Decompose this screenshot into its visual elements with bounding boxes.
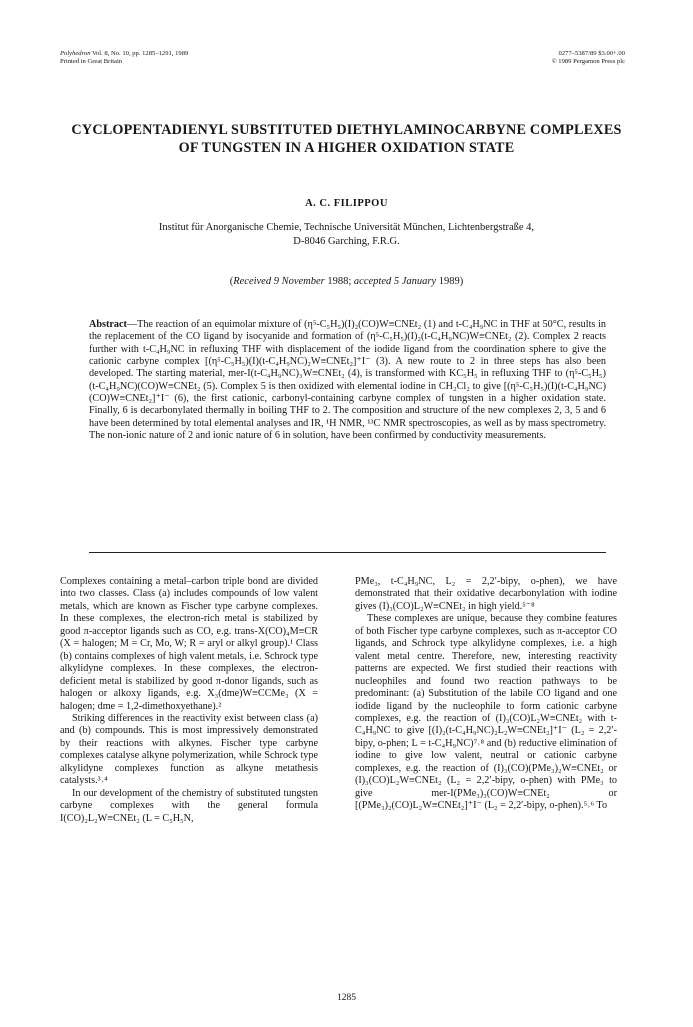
affiliation — [60, 221, 633, 249]
abstract — [89, 319, 606, 442]
paragraph: These complexes are unique, because they combine features of both Fischer type carbyne complexes, such as π-acceptor CO ligands, and Schrock type alkylidyne complexes, i.e. a high valent metal centre. Therefore, new, interesting reactivity patterns are expected. We first studied their reactions with nucleophiles and found two reaction pathways to be predominant: (a) Substitution of the labile CO ligand and one iodide ligand by the nucleophile to form cationic carbyne complexes, e.g. the reaction of (I)₃(CO)L₂W≡CNEt₂ with t-C₄H₉NC to give [(I)₂(t-C₄H₉NC)₂L₂W≡CNEt₂]⁺I⁻ (L₂ = 2,2′-bipy, o-phen; L = t-C₄H₉NC)⁷˒⁸ and (b) reductive elimination of iodine to give low valent, neutral or cationic carbyne complexes, e.g. the reaction of (I)₃(CO)(PMe₃)₂W≡CNEt₂ or (I)₃(CO)L₂W≡CNEt₂ (L₂ = 2,2′-bipy, o-phen) with PMe₃ to give mer-I(PMe₃)₃(CO)W≡CNEt₂ or [(PMe₃)₂(CO)L₂W≡CNEt₂]⁺I⁻ (L₂ = 2,2′-bipy, o-phen).⁵˒⁶ To — [355, 613, 617, 812]
journal-citation: Vol. 8, No. 10, pp. 1285–1291, 1989 — [92, 50, 189, 57]
journal-name: Polyhedron — [60, 50, 91, 57]
received-year: 1988 — [327, 276, 349, 287]
copyright: © 1989 Pergamon Press plc — [551, 58, 625, 65]
abstract-text: —The reaction of an equimolar mixture of (η⁵-C₅H₅)(I)₂(CO)W≡CNEt₂ (1) and t-C₄H₉NC in THF at 50°C, results in the replacement of the CO ligand by isocyanide and formation of (η⁵-C₅H₅)(I)₂(t-C₄H₉NC)W≡CNEt₂ (2). Complex 2 reacts further with t-C₄H₉NC in refluxing THF with displacement of the iodide ligand from the coordination sphere to give the cationic carbyne complex [(η⁵-C₅H₅)(I)(t-C₄H₉NC)₂W≡CNEt₂]⁺I⁻ (3). A new route to 2 in three steps has also been developed. The starting material, mer-I(t-C₄H₉NC)₃W≡CNEt₂ (4), is transformed with KC₅H₅ in refluxing THF to (η⁵-C₅H₅)(t-C₄H₉NC)(CO)W≡CNEt₂ (5). Complex 5 is then oxidized with elemental iodine in CH₂Cl₂ to give [(η⁵-C₅H₅)(I)(t-C₄H₉NC)(CO)W≡CNEt₂]⁺I⁻ (6), the first cationic, carbonyl-containing carbyne complex of tungsten in a higher oxidation state. Finally, 6 is decarbonylated thermally in boiling THF to 2. The composition and structure of the new complexes 2, 3, 5 and 6 have been determined by total elemental analyses and IR, ¹H NMR, ¹³C NMR spectroscopies, as well as by mass spectrometry. The non-ionic nature of 2 and ionic nature of 6 in solution, have been confirmed by conductivity measurements. — [89, 319, 606, 442]
paragraph: In our development of the chemistry of substituted tungsten carbyne complexes with the general formula I(CO)₂L₂W≡CNEt₂ (L = C₅H₅N, — [60, 787, 318, 824]
paragraph: PMe₃, t-C₄H₉NC, L₂ = 2,2′-bipy, o-phen), we have demonstrated that their oxidative decarbonylation with iodine gives (I)₃(CO)L₂W≡CNEt₂ in high yield.⁵⁻⁸ — [355, 576, 617, 612]
paragraph: Striking differences in the reactivity exist between class (a) and (b) compounds. This is most impressively demonstrated by their reactions with alkynes. Fischer type carbyne complexes catalyse alkyne polymerization, while Schrock type alkylidyne complexes function as alkyne metathesis catalysts.³˒⁴ — [60, 712, 318, 787]
abstract-divider — [89, 552, 606, 553]
author: A. C. FILIPPOU — [305, 198, 388, 209]
page-number: 1285 — [337, 993, 356, 1003]
issn-price: 0277–5387/89 $3.00+.00 — [558, 50, 625, 57]
publisher-header — [552, 50, 625, 66]
article-title: CYCLOPENTADIENYL SUBSTITUTED DIETHYLAMINOCARBYNE COMPLEXES OF TUNGSTEN IN A HIGHER OXIDATION STATE — [71, 122, 622, 156]
affiliation-line-2: D-8046 Garching, F.R.G. — [293, 236, 400, 247]
accepted-date: 5 January — [393, 276, 437, 287]
abstract-label: Abstract — [89, 319, 127, 330]
received-label: Received — [233, 276, 272, 287]
accepted-year: 1989 — [438, 276, 460, 287]
affiliation-line-1: Institut für Anorganische Chemie, Technische Universität München, Lichtenbergstraße 4, — [158, 222, 535, 233]
body-column-left — [60, 576, 318, 825]
journal-header — [60, 50, 188, 66]
printed-in: Printed in Great Britain — [60, 58, 123, 65]
body-column-right — [355, 576, 617, 813]
paragraph: Complexes containing a metal–carbon triple bond are divided into two classes. Class (a) includes compounds of low valent metals, which are known as Fischer type carbyne complexes. In these complexes, the electron-rich metal is stabilized by good π-acceptor ligands such as CO, e.g. trans-X(CO)₄M≡CR (X = halogen; M = Cr, Mo, W; R = aryl or alkyl group).¹ Class (b) contains complexes of high valent metals, i.e. Schrock type alkylidyne complexes. In these complexes, the electron-deficient metal is stabilized by good π-donor ligands, such as halogen or alkoxy ligands, e.g. X₃(dme)W≡CCMe₃ (X = halogen; dme = 1,2-dimethoxyethane).² — [60, 576, 318, 712]
received-dates: (Received 9 November 1988; accepted 5 January 1989) — [229, 276, 464, 287]
accepted-label: accepted — [353, 276, 392, 287]
received-date: 9 November — [273, 276, 325, 287]
